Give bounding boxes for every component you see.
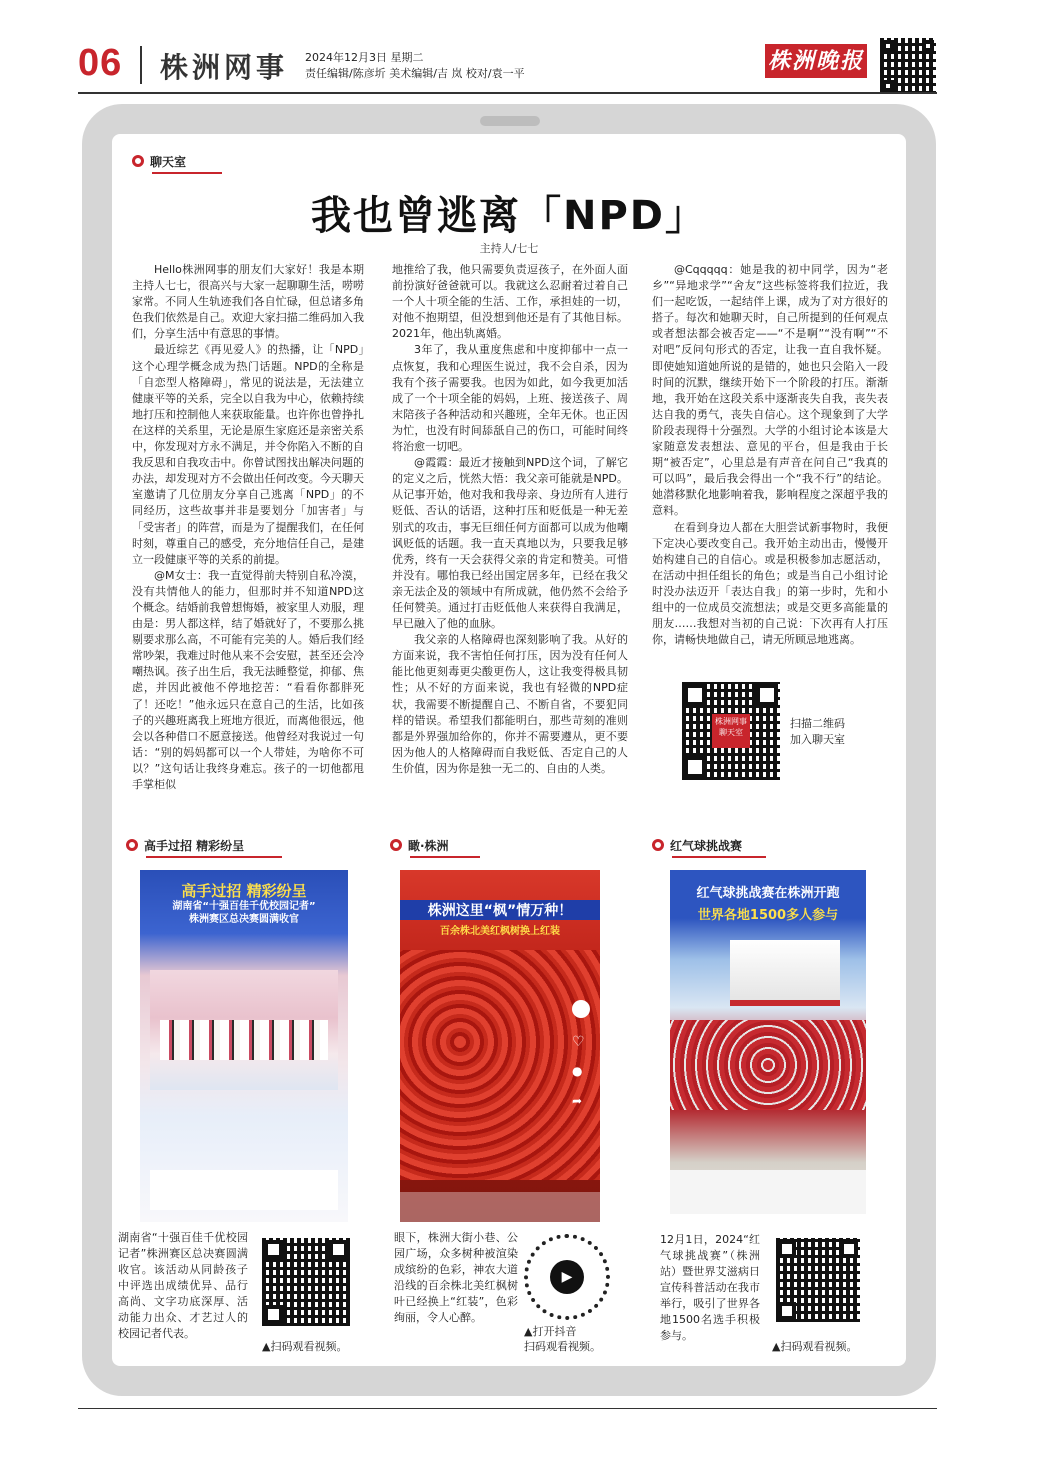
paragraph: @霞霞：最近才接触到NPD这个词，了解它的定义之后，恍然大悟：我父亲可能就是NPD。从记事开始，他对我和我母亲、身边所有人进行贬低、否认的话语，这种打压和贬低是一种无差别式的攻击，事无巨细任何方面都可以成为他嘲讽贬低的话题。我一直天真地以为，只要我足够优秀，终有一天会获得父亲的肯定和赞美。可惜并没有。哪怕我已经出国定居多年，已经在我父亲无法企及的领域中有所成就，他仍然不会给予任何赞美。通过打击贬低他人来获得自我满足，早已融入了他的血脉。 (392, 456, 628, 631)
header-meta (305, 50, 525, 82)
panel-2-scan-hint: ▲打开抖音 扫码观看视频。 (524, 1325, 601, 1353)
scan-join-text: 扫描二维码 加入聊天室 (790, 717, 845, 746)
panel-3-caption: 12月1日，2024“红气球挑战赛”（株洲站）暨世界艾滋病日宣传科普活动在我市举行，吸引了世界各地1500名选手积极参与。 (660, 1233, 760, 1342)
video-thumbnail-reporter-final[interactable] (140, 870, 348, 1222)
editors-line: 责任编辑/陈彦圻 美术编辑/吉 岚 校对/袁一平 (305, 67, 525, 80)
comment-icon[interactable]: ● (572, 1064, 583, 1078)
play-icon: ▶ (550, 1260, 584, 1294)
header-divider (140, 46, 142, 84)
page-number: 06 (78, 42, 123, 84)
qr-badge: 株洲网事聊天室 (712, 714, 750, 748)
panel-3-qr-code[interactable] (776, 1238, 860, 1322)
panel-3-scan-hint: ▲扫码观看视频。 (772, 1340, 858, 1353)
article-column-3 (652, 262, 888, 648)
thumb-title: 株洲这里“枫”情万种！ (400, 900, 600, 920)
paragraph: @M女士：我一直觉得前夫特别自私冷漠，没有共情他人的能力，但那时并不知道NPD这个概念。结婚前我曾想悔婚，被家里人劝服，理由是：男人都这样，结了婚就好了，不要那么挑剔要求那么高，不可能有完美的人。婚后我们经常吵架，我难过时他从来不会安慰，甚至还会冷嘲热讽。孩子出生后，我无法睡整觉，抑郁、焦虑，并因此被他不停地挖苦：“看看你都胖死了！还吃！”他永远只在意自己的生活，比如孩子的兴趣班离我上班地方很近，而离他很远，他会以各种借口不愿意接送。他曾经对我说过一句话：“别的妈妈都可以一个人带娃，为啥你不可以？”这句话让我终身难忘。孩子的一切他都甩手掌柜似 (132, 568, 364, 791)
video-thumbnail-red-maple[interactable] (400, 870, 600, 1222)
thumb-subtitle: 百余株北美红枫树换上红装 (440, 926, 560, 937)
column-tag-chat-room: 聊天室 (132, 152, 222, 170)
article-column-2 (392, 262, 628, 777)
panel-1-scan-hint: ▲扫码观看视频。 (262, 1340, 348, 1353)
video-info-bar (670, 1170, 866, 1214)
douyin-scan-code[interactable] (524, 1234, 610, 1320)
section-name: 株洲网事 (160, 51, 289, 84)
tag-dot-icon (390, 839, 402, 851)
side-action-icons (572, 1000, 592, 1130)
paragraph: Hello株洲网事的朋友们大家好！我是本期主持人七七，很高兴与大家一起聊聊生活，唠唠家常。不同人生轨迹我们各自忙碌，但总诸多角色我们依然是自己。欢迎大家扫描二维码加入我们，分享生活中有意思的事情。 (132, 263, 364, 341)
header-rule (78, 92, 937, 94)
thumb-subtitle: 世界各地1500多人参与 (697, 908, 839, 923)
header-qr-code (880, 38, 936, 94)
heart-icon[interactable]: ♡ (572, 1034, 585, 1050)
article-column-1 (132, 262, 364, 793)
students-group (160, 1020, 328, 1060)
paragraph: 在看到身边人都在大胆尝试新事物时，我便下定决心要改变自己。我开始主动出击，慢慢开始构建自己的自信心。或是积极参加志愿活动，在活动中担任组长的角色；或是当自己小组讨论时没办法迈开「表达自我」的第一步时，先和小组中的一位成员交流想法；或是交更多高能量的朋友……我想对当初的自己说：下次再有人打压你，请畅快地做自己，请无所顾忌地逃离。 (652, 520, 888, 647)
maple-foliage (400, 950, 600, 1180)
paragraph: 地推给了我，他只需要负责逗孩子，在外面人面前扮演好爸爸就可以。我就这么忍耐着过着自己一个人十项全能的生活、工作，承担娃的一切，对他不抱期望，但没想到他还是有了其他目标。2021年，他出轨离婚。 (392, 263, 628, 341)
date-line: 2024年12月3日 星期二 (305, 51, 424, 64)
footer-rule (78, 1408, 937, 1409)
tablet-camera-bar (480, 116, 540, 126)
article-host: 主持人/七七 (479, 242, 539, 255)
chat-room-qr-code[interactable] (682, 682, 780, 780)
paragraph: @Cqqqqq：她是我的初中同学，因为“老乡”“异地求学”“舍友”这些标签将我们拉近，我们一起吃饭，一起结伴上课，成为了对方很好的搭子。每次和她聊天时，自己所提到的任何观点或者想法都会被否定——“不是啊”“没有啊”“不对吧”反问句形式的否定，让我一直自我怀疑。即使她知道她所说的是错的，她也只会陷入一段时间的沉默，继续开始下一个阶段的打压。渐渐地，我开始在这段关系中逐渐丧失自我，丧失表达自我的勇气，丧失自信心。这个现象到了大学阶段表现得十分强烈。大学的小组讨论本该是大家随意发表想法、意见的平台，但是我由于长期“被否定”，心里总是有声音在问自己“我真的可以吗”，最后我会得出一个“我不行”的结论。她潜移默化地影响着我，影响程度之深超乎我的意料。 (652, 263, 888, 518)
panel-1-caption: 湖南省“十强百佳千优校园记者”株洲赛区总决赛圆满收官。该活动从同龄孩子中评选出成绩优异、品行高尚、文字功底深厚、活动能力出众、才艺过人的校园记者代表。 (118, 1231, 248, 1340)
share-icon[interactable]: ➦ (572, 1094, 583, 1108)
tag-dot-icon (652, 839, 664, 851)
panel-2-caption: 眼下，株洲大街小巷、公园广场，众多树种被渲染成缤纷的色彩，神农大道沿线的百余株北美红枫树叶已经换上“红装”，色彩绚丽，令人心醉。 (394, 1231, 518, 1324)
column-tag-panel-2: 瞰·株洲 (390, 836, 480, 854)
paragraph: 3年了，我从重度焦虑和中度抑郁中一点一点恢复，我和心理医生说过，我不会自杀，因为我有个孩子需要我。也因为如此，如今我更加活成了一个十项全能的妈妈，上班、接送孩子、周末陪孩子各种活动和兴趣班，全年无休。也正因为忙，也没有时间舔舐自己的伤口，可能时间终将治愈一切吧。 (392, 343, 628, 454)
column-tag-panel-1: 高手过招 精彩纷呈 (126, 836, 282, 854)
newspaper-logo: 株洲晚报 (765, 44, 867, 78)
article-title: 我也曾逃离「NPD」 (311, 193, 707, 239)
thumb-title: 高手过招 精彩纷呈 (181, 882, 307, 900)
column-tag-panel-3: 红气球挑战赛 (652, 836, 766, 854)
paragraph: 我父亲的人格障碍也深刻影响了我。从好的方面来说，我不害怕任何打压，因为没有任何人能比他更刻毒更尖酸更伤人，这让我变得极具韧性；从不好的方面来说，我也有轻微的NPD症状，我需要不断提醒自己、不断自省，不要犯同样的错误。希望我们都能明白，那些苛刻的准则都是外界强加给你的，你并不需要遵从，更不要因为他人的人格障碍而自我贬低、否定自己的人生价值，因为你是独一无二的、自由的人类。 (392, 633, 628, 775)
thumb-title: 红气球挑战赛在株洲开跑 (696, 886, 840, 901)
runners-crowd (670, 1020, 866, 1110)
tag-dot-icon (126, 839, 138, 851)
paragraph: 最近综艺《再见爱人》的热播，让「NPD」这个心理学概念成为热门话题。NPD的全称是「自恋型人格障碍」，常见的说法是，无法建立健康平等的关系，完全以自我为中心，依赖持续地打压和控制他人来获取能量。也许你也曾挣扎在这样的关系里，无论是原生家庭还是亲密关系中，你发现对方永不满足，并令你陷入不断的自我反思和自我攻击中。你曾试图找出解决问题的办法，却发现对方不会做出任何改变。今天聊天室邀请了几位朋友分享自己逃离「NPD」的不同经历，这些故事并非是要划分「加害者」与「受害者」的阵营，而是为了提醒我们，在任何时刻，尊重自己的感受，充分地信任自己，是建立一段健康平等的关系的前提。 (132, 343, 364, 566)
building (730, 940, 840, 1006)
video-info-bar (150, 1170, 338, 1210)
video-info-bar (400, 1192, 600, 1222)
panel-1-qr-code[interactable] (262, 1238, 350, 1326)
tag-dot-icon (132, 155, 144, 167)
thumb-subtitle: 湖南省“十强百佳千优校园记者” 株洲赛区总决赛圆满收官 (172, 901, 316, 925)
video-thumbnail-red-balloon[interactable] (670, 870, 866, 1214)
